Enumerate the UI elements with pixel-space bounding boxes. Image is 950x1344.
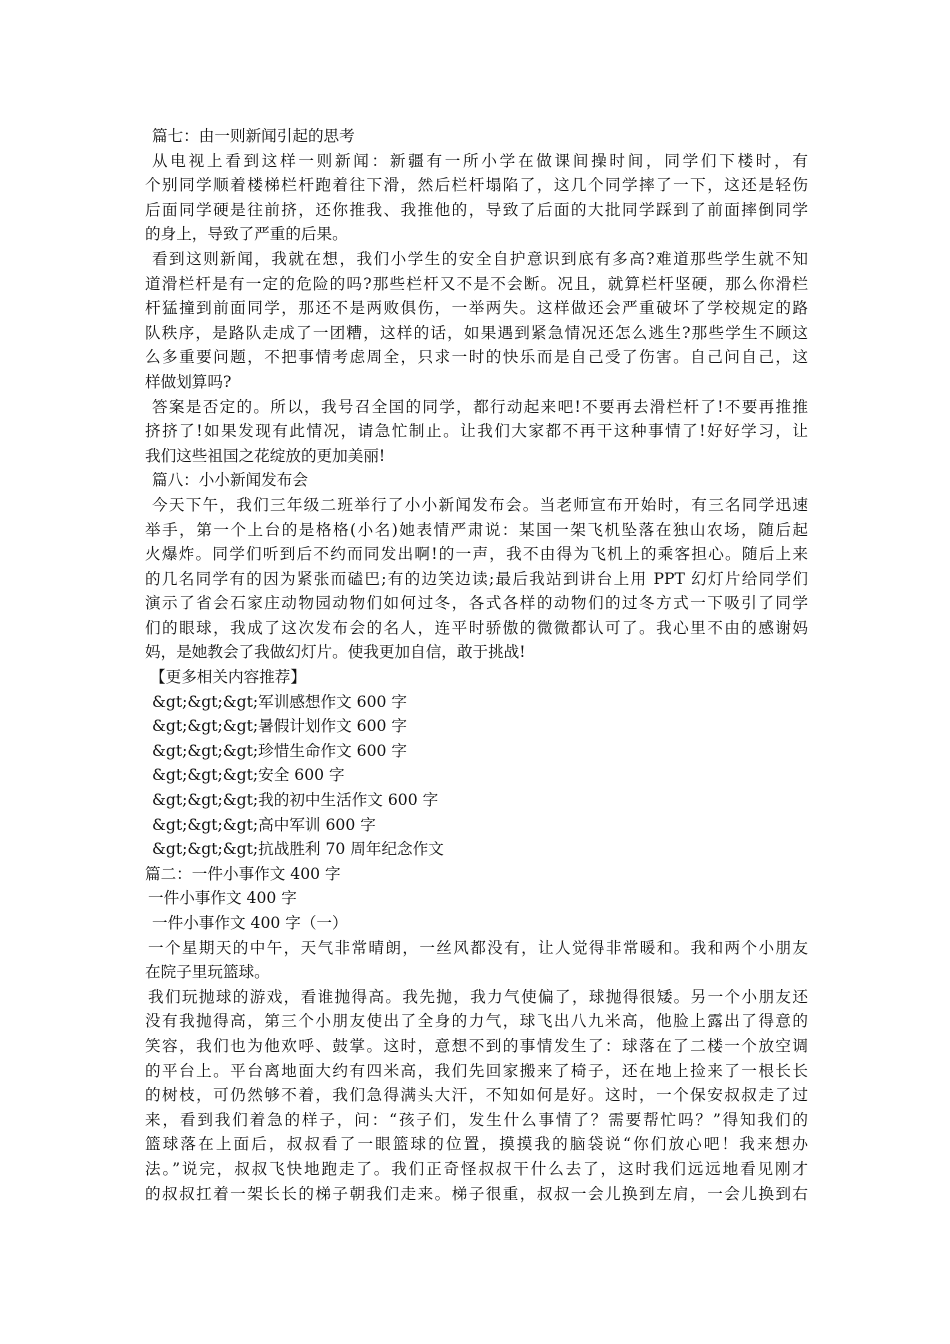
text-line: 笑容，我们也为他欢呼、鼓掌。这时，意想不到的事情发生了：球落在了二楼一个放空调 [145, 1036, 808, 1055]
text-line: &gt;&gt;&gt;珍惜生命作文 600 字 [152, 741, 407, 760]
text-line: 我们这些祖国之花绽放的更加美丽! [145, 446, 386, 465]
text-line: &gt;&gt;&gt;高中军训 600 字 [152, 815, 376, 834]
text-line: 道滑栏杆是有一定的危险的吗?那些栏杆又不是不会断。况且，就算栏杆坚硬，那么你滑栏 [145, 274, 808, 293]
text-line: 火爆炸。同学们听到后不约而同发出啊!的一声，我不由得为飞机上的乘客担心。随后上来 [145, 545, 808, 564]
text-line: 我们玩抛球的游戏，看谁抛得高。我先抛，我力气使偏了，球抛得很矮。另一个小朋友还 [148, 987, 808, 1006]
text-line: 的平台上。平台离地面大约有四米高，我们先回家搬来了椅子，还在地上捡来了一根长长 [145, 1061, 808, 1080]
text-line: 从电视上看到这样一则新闻：新疆有一所小学在做课间操时间，同学们下楼时，有 [152, 151, 808, 170]
text-line: 举手，第一个上台的是格格(小名)她表情严肃说：某国一架飞机坠落在独山农场，随后起 [145, 520, 808, 539]
text-line: 个别同学顺着楼梯栏杆跑着往下滑，然后栏杆塌陷了，这几个同学摔了一下，这还是轻伤 [145, 176, 808, 195]
text-line: 的几名同学有的因为紧张而磕巴;有的边笑边读;最后我站到讲台上用 PPT 幻灯片给同学们 [145, 569, 808, 588]
text-line: 演示了省会石家庄动物园动物们如何过冬，各式各样的动物们的过冬方式一下吸引了同学 [145, 594, 808, 613]
text-line: 们的眼球，我成了这次发布会的名人，连平时骄傲的微微都认可了。我心里不由的感谢妈 [145, 618, 808, 637]
text-line: 的身上，导致了严重的后果。 [145, 225, 348, 244]
text-line: 一件小事作文 400 字（一） [152, 914, 348, 932]
text-line: 的叔叔扛着一架长长的梯子朝我们走来。梯子很重，叔叔一会儿换到左肩，一会儿换到右 [145, 1184, 808, 1203]
text-line: 篮球落在上面后，叔叔看了一眼篮球的位置，摸摸我的脑袋说“你们放心吧！我来想办 [145, 1135, 808, 1154]
text-line: 篇二：一件小事作文 400 字 [145, 864, 341, 883]
text-line: 后面同学硬是往前挤，还你推我、我推他的，导致了后面的大批同学踩到了前面摔倒同学 [145, 200, 808, 219]
text-line: &gt;&gt;&gt;抗战胜利 70 周年纪念作文 [152, 840, 444, 859]
text-line: 没有我抛得高，第三个小朋友使出了全身的力气，球飞出八九米高，他脸上露出了得意的 [145, 1012, 808, 1031]
text-line: 看到这则新闻，我就在想，我们小学生的安全自护意识到底有多高?难道那些学生就不知 [152, 249, 808, 268]
text-line: &gt;&gt;&gt;我的初中生活作文 600 字 [152, 791, 439, 810]
text-line: 的树枝，可仍然够不着，我们急得满头大汗，不知如何是好。这时，一个保安叔叔走了过 [145, 1086, 808, 1105]
text-line: 杆猛撞到前面同学，那还不是两败俱伤，一举两失。这样做还会严重破坏了学校规定的路 [145, 299, 808, 318]
text-line: 一件小事作文 400 字 [148, 889, 297, 908]
text-line: 今天下午，我们三年级二班举行了小小新闻发布会。当老师宣布开始时，有三名同学迅速 [152, 495, 808, 514]
document-body [145, 124, 808, 1206]
text-line: 答案是否定的。所以，我号召全国的同学，都行动起来吧!不要再去滑栏杆了!不要再推推 [152, 397, 808, 416]
text-line: 一个星期天的中午，天气非常晴朗，一丝风都没有，让人觉得非常暖和。我和两个小朋友 [148, 938, 808, 957]
text-line: 篇八：小小新闻发布会 [152, 471, 308, 490]
text-line: 妈，是她教会了我做幻灯片。使我更加自信，敢于挑战! [145, 643, 526, 662]
text-line: &gt;&gt;&gt;暑假计划作文 600 字 [152, 717, 407, 736]
text-line: 样做划算吗? [145, 372, 232, 391]
text-line: 么多重要问题，不把事情考虑周全，只求一时的快乐而是自己受了伤害。自己问自己，这 [145, 348, 808, 367]
text-line: &gt;&gt;&gt;安全 600 字 [152, 766, 345, 785]
text-line: 法。”说完，叔叔飞快地跑走了。我们正奇怪叔叔干什么去了，这时我们远远地看见刚才 [145, 1159, 808, 1178]
text-line: 在院子里玩篮球。 [145, 963, 270, 982]
text-line: 挤挤了!如果发现有此情况，请急忙制止。让我们大家都不再干这种事情了!好好学习，让 [145, 422, 808, 441]
text-line: 篇七：由一则新闻引起的思考 [152, 127, 355, 145]
text-line: 【更多相关内容推荐】 [150, 668, 306, 687]
text-line: &gt;&gt;&gt;军训感想作文 600 字 [152, 692, 407, 711]
text-line: 队秩序，是路队走成了一团糟，这样的话，如果遇到紧急情况还怎么逃生?那些学生不顾这 [145, 323, 808, 342]
text-line: 来，看到我们着急的样子，问：“孩子们，发生什么事情了？需要帮忙吗？”得知我们的 [145, 1110, 808, 1129]
